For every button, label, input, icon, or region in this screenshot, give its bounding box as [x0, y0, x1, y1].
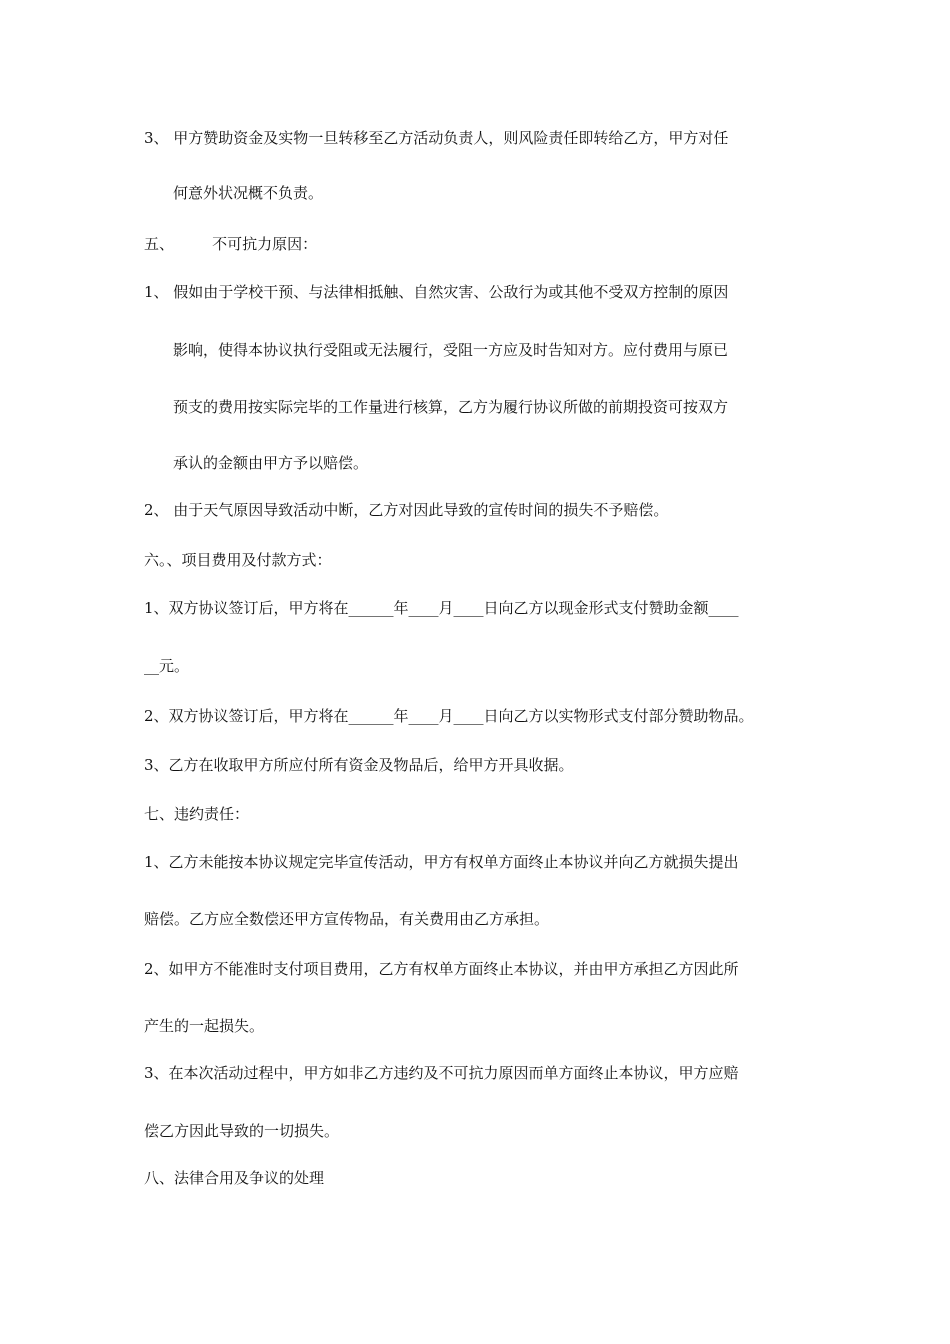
clause-6-1-line-1: 1、双方协议签订后，甲方将在______年____月____日向乙方以现金形式支付赞助金额____ [144, 599, 739, 617]
clause-6-3: 3、乙方在收取甲方所应付所有资金及物品后，给甲方开具收据。 [144, 756, 574, 774]
section-5-heading: 五、 不可抗力原因： [144, 235, 318, 253]
clause-6-2: 2、双方协议签订后，甲方将在______年____月____日向乙方以实物形式支付部分赞助物品。 [144, 707, 754, 725]
clause-5-1-line-4: 承认的金额由甲方予以赔偿。 [173, 454, 369, 472]
clause-5-1-line-1: 1、 假如由于学校干预、与法律相抵触、自然灾害、公敌行为或其他不受双方控制的原因 [144, 283, 729, 301]
clause-4-3-line-1: 3、 甲方赞助资金及实物一旦转移至乙方活动负责人，则风险责任即转给乙方，甲方对任 [144, 129, 729, 147]
clause-5-1-line-2: 影响，使得本协议执行受阻或无法履行，受阻一方应及时告知对方。应付费用与原已 [173, 341, 729, 359]
clause-7-3-line-1: 3、在本次活动过程中，甲方如非乙方违约及不可抗力原因而单方面终止本协议，甲方应赔 [144, 1064, 739, 1082]
section-6-heading: 六。、项目费用及付款方式： [144, 551, 332, 569]
clause-4-3-line-2: 何意外状况概不负责。 [173, 184, 324, 202]
clause-6-1-line-2: __元。 [144, 657, 190, 675]
clause-5-1-line-3: 预支的费用按实际完毕的工作量进行核算，乙方为履行协议所做的前期投资可按双方 [173, 398, 729, 416]
section-7-heading: 七、违约责任： [144, 805, 250, 823]
clause-7-3-line-2: 偿乙方因此导致的一切损失。 [144, 1122, 340, 1140]
clause-5-2: 2、 由于天气原因导致活动中断，乙方对因此导致的宣传时间的损失不予赔偿。 [144, 501, 669, 519]
section-8-heading: 八、法律合用及争议的处理 [144, 1169, 325, 1187]
clause-7-1-line-1: 1、乙方未能按本协议规定完毕宣传活动，甲方有权单方面终止本协议并向乙方就损失提出 [144, 853, 739, 871]
clause-7-2-line-1: 2、如甲方不能准时支付项目费用，乙方有权单方面终止本协议，并由甲方承担乙方因此所 [144, 960, 739, 978]
clause-7-2-line-2: 产生的一起损失。 [144, 1017, 265, 1035]
clause-7-1-line-2: 赔偿。乙方应全数偿还甲方宣传物品，有关费用由乙方承担。 [144, 910, 550, 928]
